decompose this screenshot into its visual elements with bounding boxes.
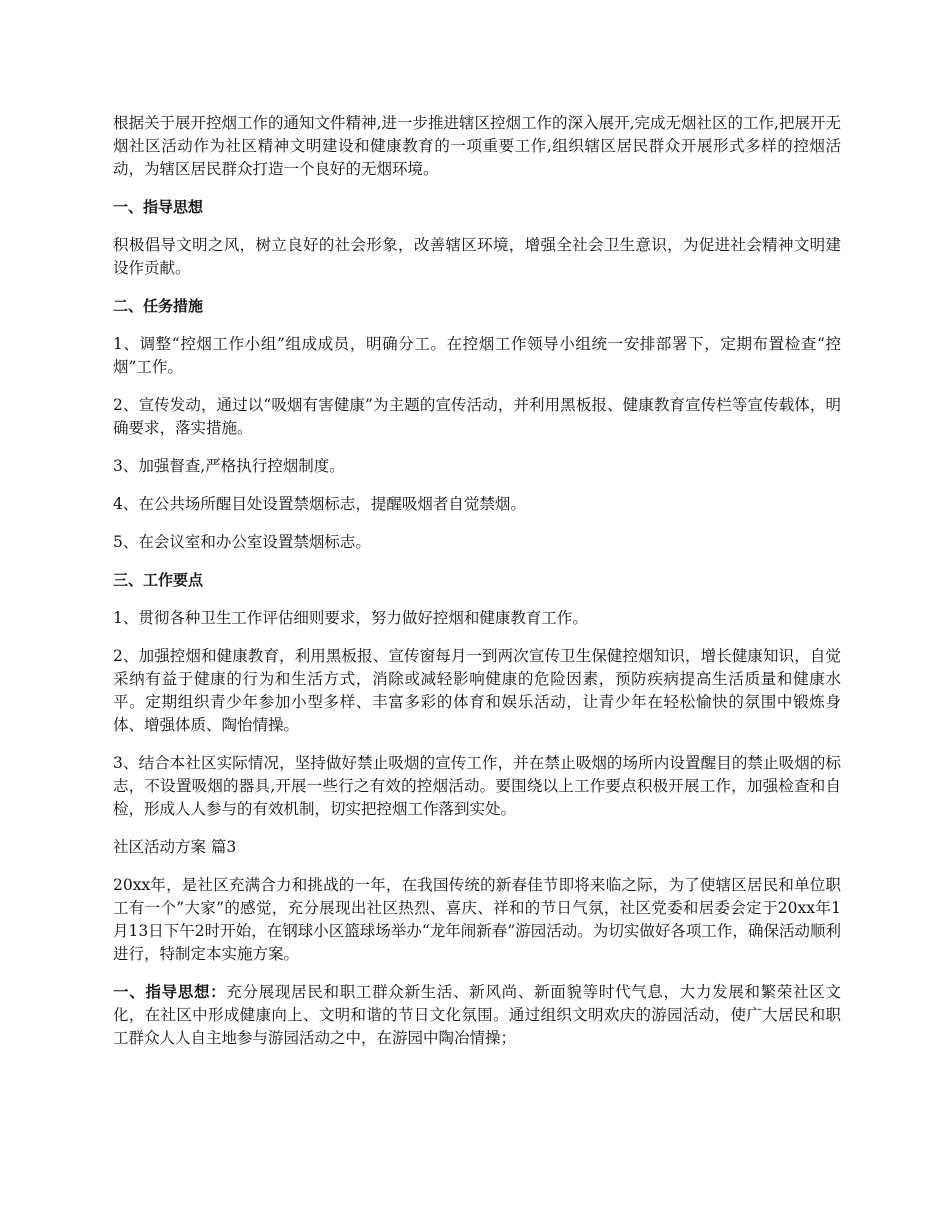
plan-guiding-paragraph: [113, 981, 841, 1050]
guiding-thought-paragraph: 积极倡导文明之风，树立良好的社会形象，改善辖区环境，增强全社会卫生意识，为促进社会精神文明建设作贡献。: [113, 236, 841, 277]
work-point-item: 1、贯彻各种卫生工作评估细则要求，努力做好控烟和健康教育工作。: [113, 609, 588, 627]
intro-paragraph: 根据关于展开控烟工作的通知文件精神,进一步推进辖区控烟工作的深入展开,完成无烟社区的工作,把展开无烟社区活动作为社区精神文明建设和健康教育的一项重要工作,组织辖区居民群众开展形式多样的控烟活动，为辖区居民群众打造一个良好的无烟环境。: [113, 114, 841, 178]
task-measure-item: 5、在会议室和办公室设置禁烟标志。: [113, 533, 371, 551]
document-page: [113, 112, 841, 1065]
plan-title: 社区活动方案 篇3: [113, 838, 237, 856]
plan-guiding-text: 充分展现居民和职工群众新生活、新风尚、新面貌等时代气息，大力发展和繁荣社区文化，在社区中形成健康向上、文明和谐的节日文化氛围。通过组织文明欢庆的游园活动，使广大居民和职工群众人人自主地参与游园活动之中，在游园中陶冶情操；: [113, 983, 841, 1047]
plan-intro-paragraph: 20xx年，是社区充满合力和挑战的一年，在我国传统的新春佳节即将来临之际，为了使辖区居民和单位职工有一个”大家”的感觉，充分展现出社区热烈、喜庆、祥和的节日气氛，社区党委和居委会定于20xx年1月13日下午2时开始，在钢球小区篮球场举办“龙年闹新春”游园活动。为切实做好各项工作，确保活动顺利进行，特制定本实施方案。: [113, 876, 841, 963]
task-measure-item: 4、在公共场所醒目处设置禁烟标志，提醒吸烟者自觉禁烟。: [113, 495, 526, 513]
work-point-item: 2、加强控烟和健康教育，利用黑板报、宣传窗每月一到两次宣传卫生保健控烟知识，增长健康知识，自觉采纳有益于健康的行为和生活方式，消除或减轻影响健康的危险因素，预防疾病提高生活质量和健康水平。定期组织青少年参加小型多样、丰富多彩的体育和娱乐活动，让青少年在轻松愉快的氛围中锻炼身体、增强体质、陶怡情操。: [113, 647, 841, 734]
task-measure-item: 2、宣传发动，通过以“吸烟有害健康”为主题的宣传活动，并利用黑板报、健康教育宣传栏等宣传载体，明确要求，落实措施。: [113, 396, 841, 437]
section-heading-guiding-thought: 一、指导思想: [113, 198, 204, 216]
work-point-item: 3、结合本社区实际情况，坚持做好禁止吸烟的宣传工作，并在禁止吸烟的场所内设置醒目的禁止吸烟的标志，不设置吸烟的器具,开展一些行之有效的控烟活动。要围绕以上工作要点积极开展工作，加强检查和自检，形成人人参与的有效机制，切实把控烟工作落到实处。: [113, 754, 841, 818]
section-heading-work-points: 三、工作要点: [113, 571, 204, 589]
section-heading-task-measures: 二、任务措施: [113, 297, 204, 315]
task-measure-item: 1、调整“控烟工作小组”组成成员，明确分工。在控烟工作领导小组统一安排部署下，定期布置检查“控烟”工作。: [113, 335, 841, 376]
plan-guiding-label: 一、指导思想：: [113, 983, 227, 1001]
task-measure-item: 3、加强督查,严格执行控烟制度。: [113, 457, 345, 475]
